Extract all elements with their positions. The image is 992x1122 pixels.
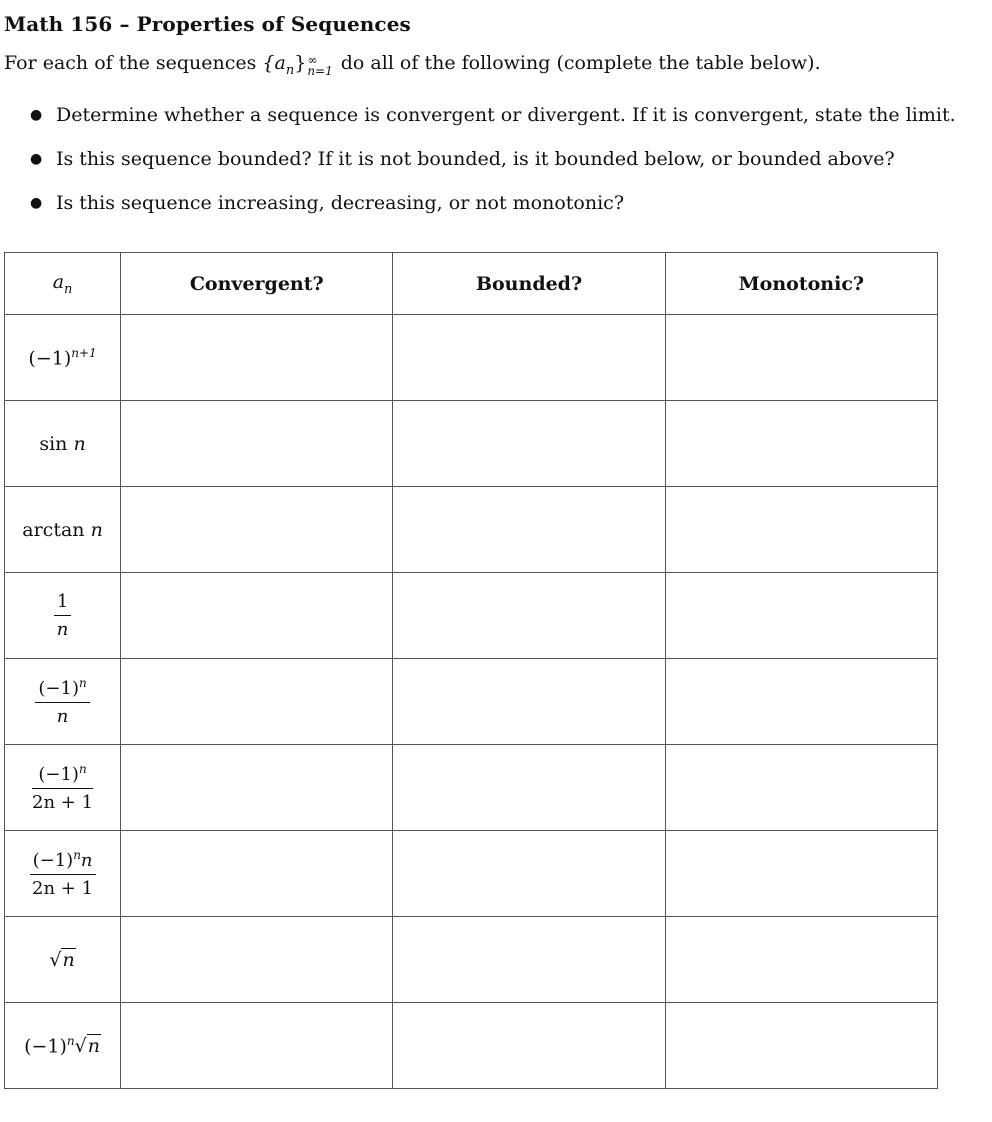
table-row <box>5 315 938 401</box>
monotonic-answer-cell[interactable] <box>665 315 937 401</box>
intro-prefix: For each of the sequences <box>4 52 263 74</box>
monotonic-answer-cell[interactable] <box>665 831 937 917</box>
table-row <box>5 573 938 659</box>
monotonic-answer-cell[interactable] <box>665 401 937 487</box>
sequence-cell: $(-1)^{n+1}$ <box>5 315 121 401</box>
bounded-answer-cell[interactable] <box>393 1003 665 1089</box>
table-row <box>5 831 938 917</box>
sequence-cell: sin n <box>5 401 121 487</box>
instruction-list <box>30 104 956 236</box>
table-row <box>5 487 938 573</box>
convergent-answer-cell[interactable] <box>121 659 393 745</box>
sequence-notation: $\{a_n\}$ ∞ n=1 <box>262 52 333 78</box>
header-sequence: $a_n$ <box>5 253 121 315</box>
header-monotonic: Monotonic? <box>665 253 937 315</box>
bounded-answer-cell[interactable] <box>393 831 665 917</box>
intro-text <box>4 52 821 78</box>
instruction-item: ● Is this sequence bounded? If it is not bounded, is it bounded below, or bounded above? <box>30 148 895 170</box>
sequence-cell: $\frac{(-1)^nn}{2n + 1}$ <box>5 831 121 917</box>
table-row <box>5 401 938 487</box>
monotonic-answer-cell[interactable] <box>665 917 937 1003</box>
sequence-cell: $\frac{1}{n}$ <box>5 573 121 659</box>
properties-table <box>4 252 938 1089</box>
sequence-cell: $(-1)^n√n$ <box>5 1003 121 1089</box>
bounded-answer-cell[interactable] <box>393 659 665 745</box>
convergent-answer-cell[interactable] <box>121 401 393 487</box>
sequence-cell: $\frac{(-1)^n}{n}$ <box>5 659 121 745</box>
bounded-answer-cell[interactable] <box>393 573 665 659</box>
monotonic-answer-cell[interactable] <box>665 659 937 745</box>
bounded-answer-cell[interactable] <box>393 917 665 1003</box>
bullet-icon: ● <box>30 107 43 123</box>
convergent-answer-cell[interactable] <box>121 745 393 831</box>
bounded-answer-cell[interactable] <box>393 401 665 487</box>
convergent-answer-cell[interactable] <box>121 831 393 917</box>
table-header-row <box>5 253 938 315</box>
page-title: Math 156 – Properties of Sequences <box>4 12 411 36</box>
table-row <box>5 659 938 745</box>
table-row <box>5 917 938 1003</box>
sequence-cell: arctan n <box>5 487 121 573</box>
sequence-cell: $\frac{(-1)^n}{2n + 1}$ <box>5 745 121 831</box>
monotonic-answer-cell[interactable] <box>665 573 937 659</box>
monotonic-answer-cell[interactable] <box>665 487 937 573</box>
convergent-answer-cell[interactable] <box>121 487 393 573</box>
sequence-cell: √n <box>5 917 121 1003</box>
bullet-icon: ● <box>30 151 43 167</box>
monotonic-answer-cell[interactable] <box>665 1003 937 1089</box>
table-row <box>5 745 938 831</box>
bullet-icon: ● <box>30 195 43 211</box>
convergent-answer-cell[interactable] <box>121 917 393 1003</box>
bounded-answer-cell[interactable] <box>393 487 665 573</box>
instruction-item: ● Determine whether a sequence is convergent or divergent. If it is convergent, state the limit. <box>30 104 956 126</box>
bounded-answer-cell[interactable] <box>393 745 665 831</box>
convergent-answer-cell[interactable] <box>121 573 393 659</box>
convergent-answer-cell[interactable] <box>121 315 393 401</box>
convergent-answer-cell[interactable] <box>121 1003 393 1089</box>
header-bounded: Bounded? <box>393 253 665 315</box>
table-row <box>5 1003 938 1089</box>
instruction-item: ● Is this sequence increasing, decreasing, or not monotonic? <box>30 192 625 214</box>
monotonic-answer-cell[interactable] <box>665 745 937 831</box>
header-convergent: Convergent? <box>121 253 393 315</box>
intro-suffix: do all of the following (complete the table below). <box>334 52 821 74</box>
bounded-answer-cell[interactable] <box>393 315 665 401</box>
